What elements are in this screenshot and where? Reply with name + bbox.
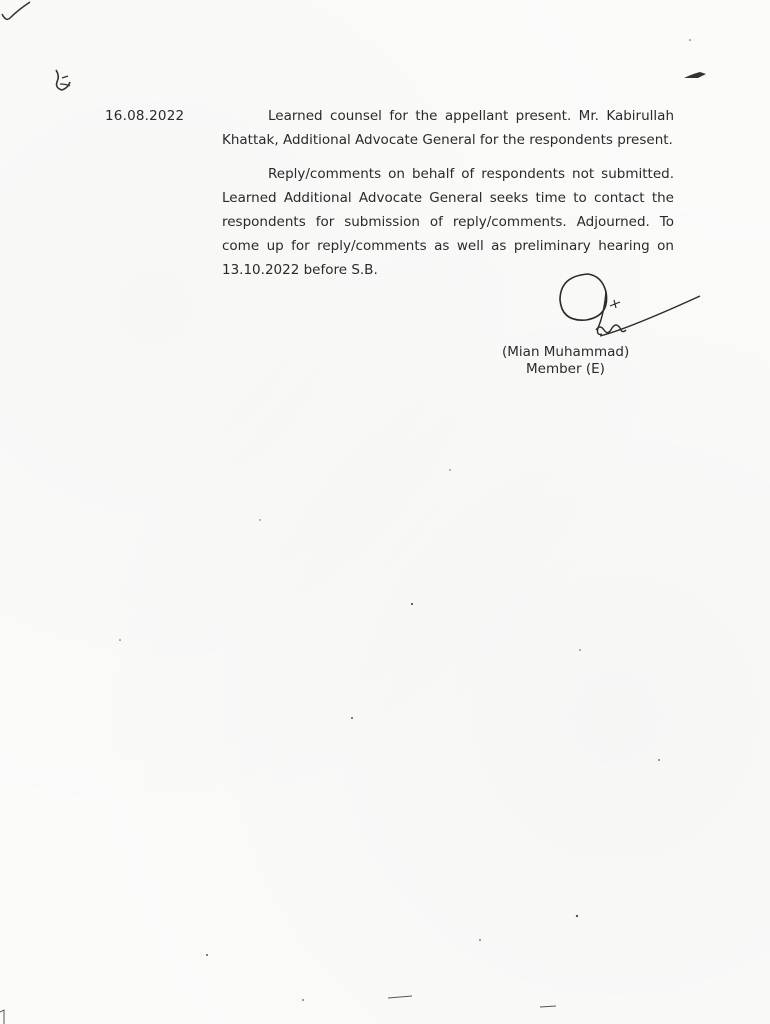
handwritten-initial-icon [48, 66, 78, 96]
order-text [222, 104, 674, 292]
order-date: 16.08.2022 [105, 108, 185, 124]
tick-mark-icon [0, 0, 36, 30]
signatory-designation: Member (E) [526, 361, 605, 377]
signatory-name: (Mian Muhammad) [502, 344, 630, 360]
signature-block [496, 344, 646, 378]
order-paragraph-2: Reply/comments on behalf of respondents not submitted. Learned Additional Advocate General seeks time to contact the respondents for submission of reply/comments. Adjourned. To come up for reply/comments as well as preliminary hearing on 13.10.2022 before S.B. [222, 166, 674, 278]
signature-icon [540, 270, 710, 350]
order-paragraph-1: Learned counsel for the appellant present. Mr. Kabirullah Khattak, Additional Advocate General for the respondents present. [222, 108, 674, 148]
scribble-mark-icon [682, 66, 710, 84]
